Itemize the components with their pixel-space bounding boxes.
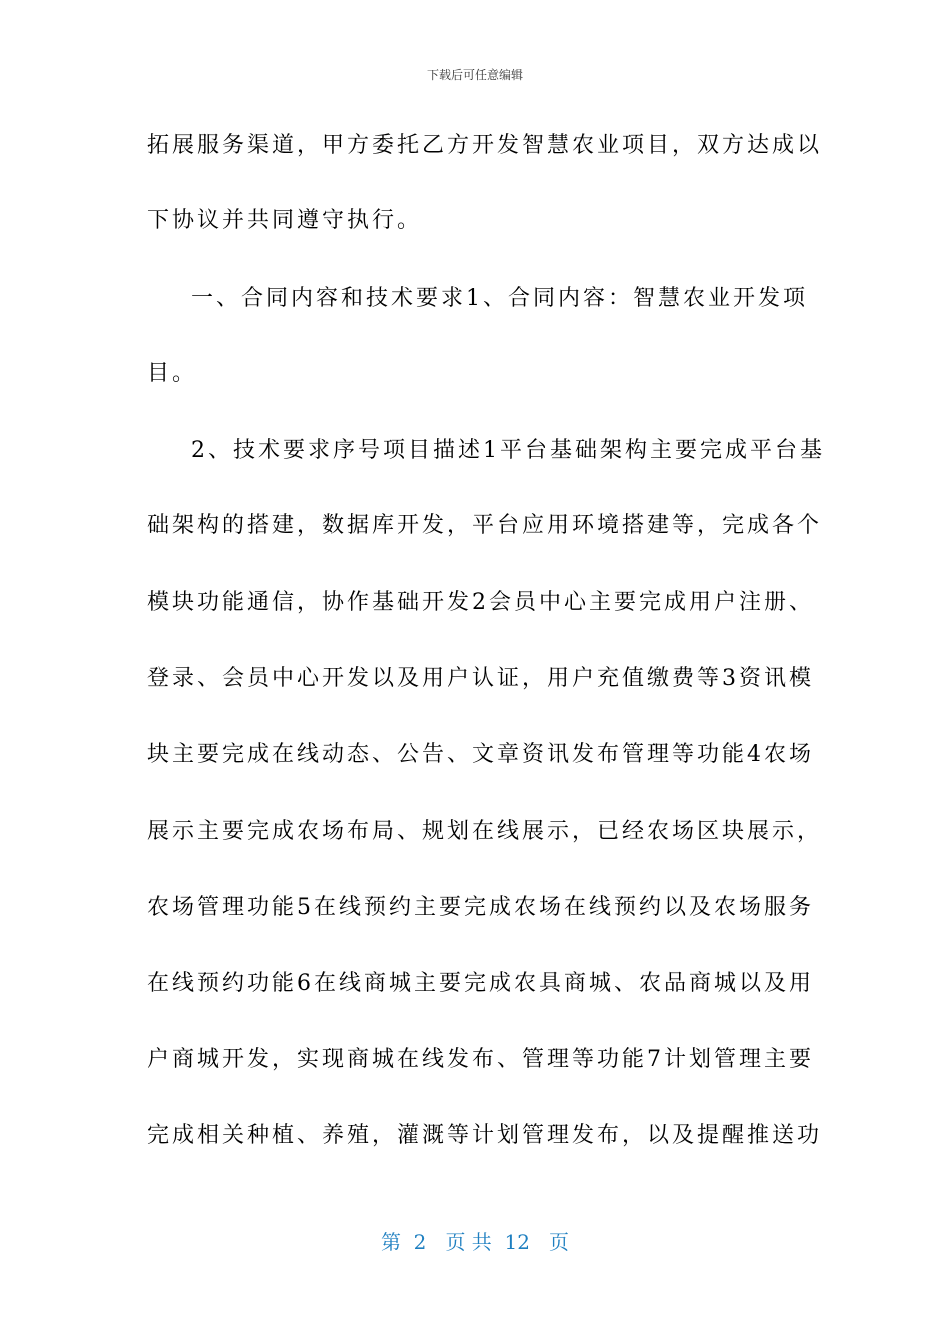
body-line-1: 拓展服务渠道，甲方委托乙方开发智慧农业项目，双方达成以: [147, 133, 823, 158]
body-line-7: 模块功能通信，协作基础开发2会员中心主要完成用户注册、: [147, 590, 814, 615]
body-line-6: 础架构的搭建，数据库开发，平台应用环境搭建等，完成各个: [147, 513, 823, 538]
body-line-3: 一、合同内容和技术要求1、合同内容：智慧农业开发项: [191, 286, 808, 311]
page-number-footer: 第 2 页 共 12 页: [380, 1230, 570, 1254]
body-line-2: 下协议并共同遵守执行。: [147, 208, 423, 233]
body-line-14: 完成相关种植、养殖，灌溉等计划管理发布，以及提醒推送功: [147, 1123, 823, 1148]
body-line-12: 在线预约功能6在线商城主要完成农具商城、农品商城以及用: [147, 971, 814, 996]
body-line-13: 户商城开发，实现商城在线发布、管理等功能7计划管理主要: [147, 1047, 814, 1072]
page-header: 下载后可任意编辑: [426, 68, 523, 82]
body-line-8: 登录、会员中心开发以及用户认证，用户充值缴费等3资讯模: [147, 666, 814, 691]
body-line-9: 块主要完成在线动态、公告、文章资讯发布管理等功能4农场: [147, 742, 814, 767]
body-line-11: 农场管理功能5在线预约主要完成农场在线预约以及农场服务: [147, 895, 814, 920]
body-line-10: 展示主要完成农场布局、规划在线展示，已经农场区块展示，: [147, 819, 823, 844]
body-line-5: 2、技术要求序号项目描述1平台基础架构主要完成平台基: [191, 438, 825, 463]
body-line-4: 目。: [147, 361, 198, 386]
